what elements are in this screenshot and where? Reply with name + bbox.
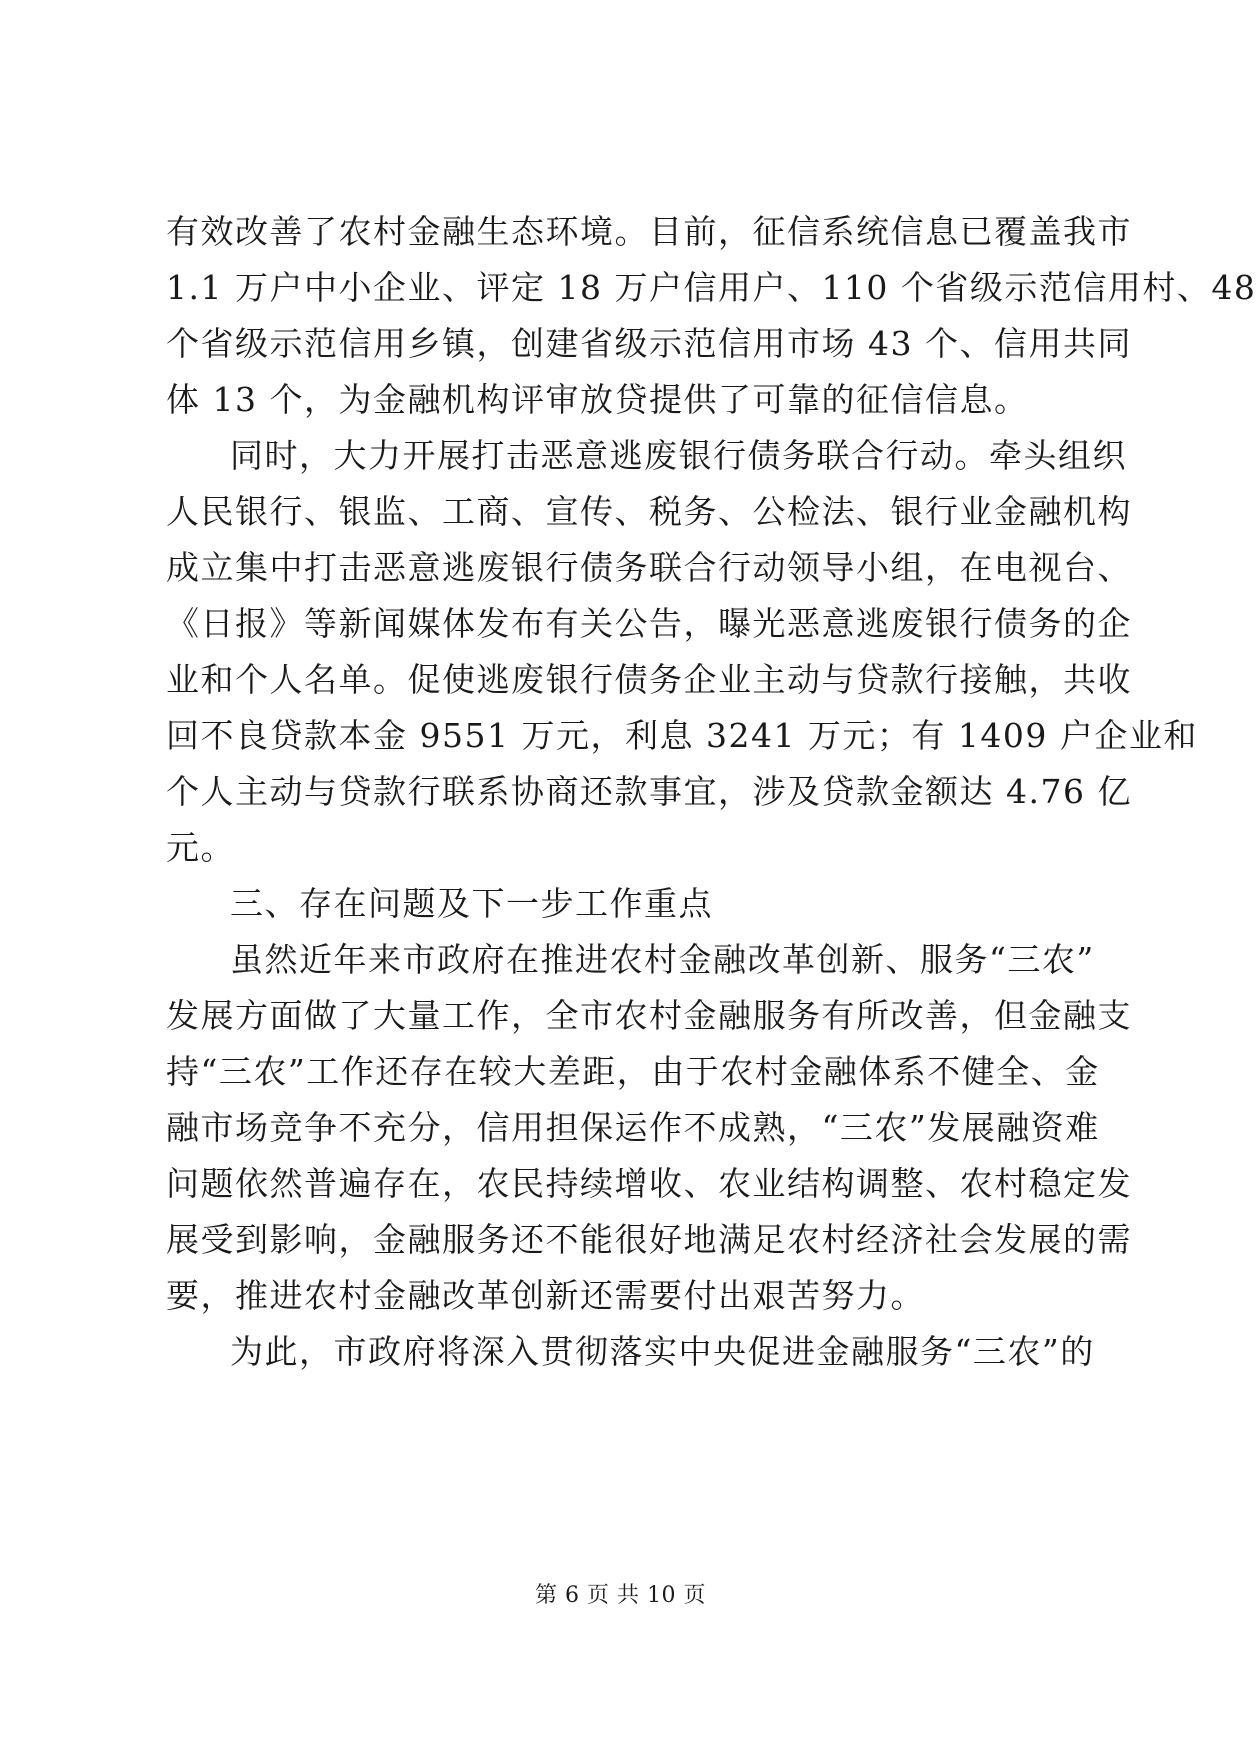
text-line: 问题依然普遍存在，农民持续增收、农业结构调整、农村稳定发 [166, 1164, 1132, 1203]
text-line: 展受到影响，金融服务还不能很好地满足农村经济社会发展的需 [166, 1220, 1132, 1259]
text-line: 体 13 个，为金融机构评审放贷提供了可靠的征信信息。 [166, 380, 1029, 419]
text-line: 融市场竞争不充分，信用担保运作不成熟，“三农”发展融资难 [166, 1108, 1100, 1147]
text-line: 元。 [166, 828, 235, 867]
text-line: 回不良贷款本金 9551 万元，利息 3241 万元；有 1409 户企业和 [166, 716, 1198, 755]
text-line: 《日报》等新闻媒体发布有关公告，曝光恶意逃废银行债务的企 [166, 604, 1132, 643]
text-line: 人民银行、银监、工商、宣传、税务、公检法、银行业金融机构 [166, 492, 1132, 531]
text-line: 个省级示范信用乡镇，创建省级示范信用市场 43 个、信用共同 [166, 324, 1132, 363]
paragraph-start-line: 虽然近年来市政府在推进农村金融改革创新、服务“三农” [230, 940, 1095, 979]
text-line: 业和个人名单。促使逃废银行债务企业主动与贷款行接触，共收 [166, 660, 1132, 699]
paragraph-start-line: 为此，市政府将深入贯彻落实中央促进金融服务“三农”的 [230, 1332, 1095, 1371]
text-line: 成立集中打击恶意逃废银行债务联合行动领导小组，在电视台、 [166, 548, 1132, 587]
text-line: 要，推进农村金融改革创新还需要付出艰苦努力。 [166, 1276, 925, 1315]
text-line: 持“三农”工作还存在较大差距，由于农村金融体系不健全、金 [166, 1052, 1100, 1091]
text-line: 1.1 万户中小企业、评定 18 万户信用户、110 个省级示范信用村、48 [166, 268, 1256, 307]
paragraph-start-line: 同时，大力开展打击恶意逃废银行债务联合行动。牵头组织 [230, 436, 1127, 475]
text-line: 有效改善了农村金融生态环境。目前，征信系统信息已覆盖我市 [166, 212, 1132, 251]
text-line: 发展方面做了大量工作，全市农村金融服务有所改善，但金融支 [166, 996, 1132, 1035]
text-line: 个人主动与贷款行联系协商还款事宜，涉及贷款金额达 4.76 亿 [166, 772, 1132, 811]
page-number-footer: 第 6 页 共 10 页 [535, 1583, 706, 1608]
section-heading: 三、存在问题及下一步工作重点 [230, 884, 713, 923]
